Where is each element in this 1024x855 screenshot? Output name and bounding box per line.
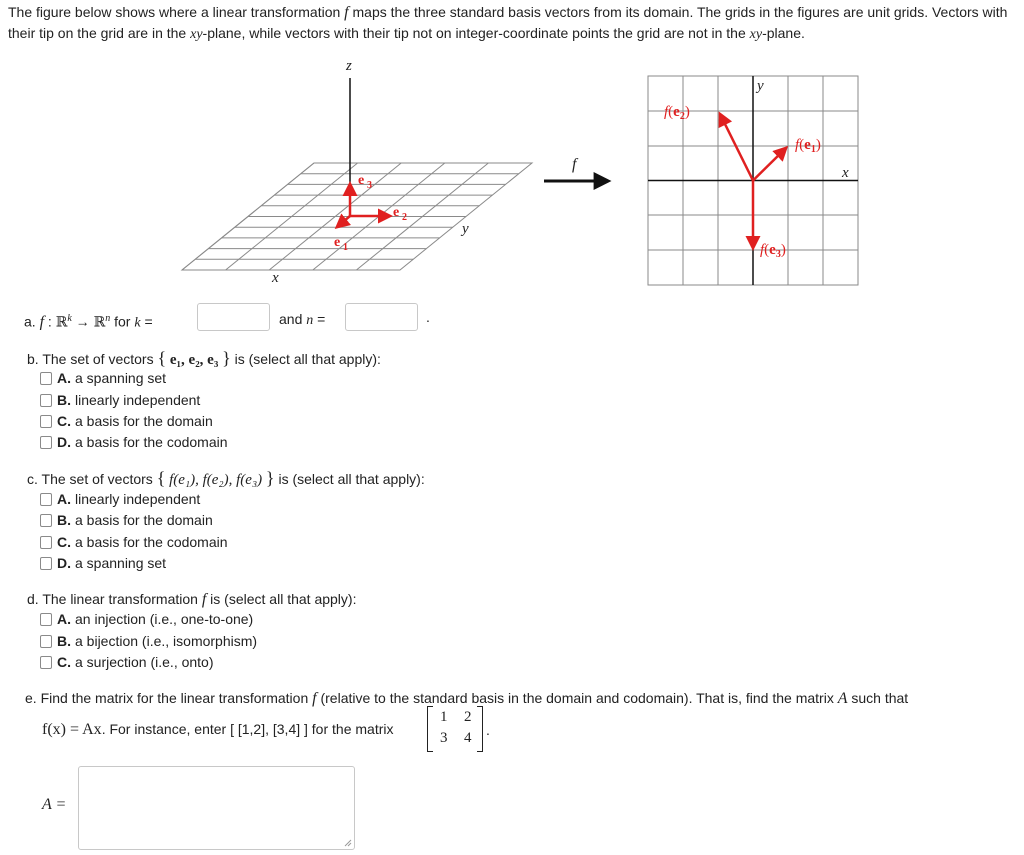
problem-intro <box>8 2 1018 45</box>
fe2-sub: 2 <box>679 111 685 122</box>
part-d-question <box>27 589 356 610</box>
part-a-n: n <box>306 313 314 328</box>
matrix-cell: 1 <box>440 709 448 725</box>
part-c-vectors: f(e₁), f(e₂), f(e₃) <box>165 472 266 488</box>
intro-f: f <box>344 4 349 21</box>
option-letter: B. <box>57 392 71 408</box>
part-a-R: ℝ <box>55 314 68 331</box>
option-text: a spanning set <box>75 370 167 386</box>
option-letter: B. <box>57 512 71 528</box>
fe3-label: $f(e_3)$ <box>760 242 786 260</box>
checkbox[interactable] <box>40 656 52 669</box>
fe2-label: $f(e_2)$ <box>664 104 690 122</box>
e3-label: e <box>358 173 365 188</box>
part-e-text: e. Find the matrix for the linear transformation <box>25 690 313 706</box>
intro-text: -plane, while vectors with their tip not on integer-coordinate points the grid are not in the <box>202 25 750 41</box>
matrix-answer-textarea[interactable] <box>78 766 355 850</box>
fe1-e: e <box>804 137 811 153</box>
part-d-option-c[interactable] <box>40 652 214 672</box>
e2-label: e <box>393 205 400 220</box>
checkbox[interactable] <box>40 536 52 549</box>
checkbox[interactable] <box>40 436 52 449</box>
part-a-and-text: and <box>279 311 307 327</box>
part-b-suffix: is (select all that apply): <box>230 351 381 367</box>
checkbox[interactable] <box>40 613 52 626</box>
codomain-y-label: y <box>757 78 764 94</box>
checkbox[interactable] <box>40 415 52 428</box>
part-c-brace: } <box>265 468 275 488</box>
part-a-n-sup: n <box>105 313 111 324</box>
part-e-line2 <box>42 719 393 740</box>
fe3-f: f <box>760 242 765 258</box>
part-c-brace: { <box>156 468 166 488</box>
k-input[interactable] <box>197 303 270 331</box>
part-a-f: f <box>39 313 45 331</box>
option-text: linearly independent <box>75 392 201 408</box>
part-c-question <box>27 468 425 490</box>
fe2-e: e <box>673 104 680 120</box>
matrix-bracket-left <box>427 706 433 752</box>
example-matrix <box>427 706 483 752</box>
part-c-option-a[interactable] <box>40 489 200 509</box>
part-d-option-a[interactable] <box>40 609 253 629</box>
fe1-f: f <box>795 137 800 153</box>
x-axis-label: x <box>272 270 279 286</box>
resize-handle-icon[interactable] <box>344 839 352 847</box>
part-b-prefix: b. The set of vectors <box>27 351 158 367</box>
part-a-prefix: a. <box>24 313 36 330</box>
part-c-option-d[interactable] <box>40 553 166 573</box>
option-text: a basis for the domain <box>75 413 213 429</box>
part-a-question <box>24 309 153 334</box>
option-text: a basis for the codomain <box>75 534 228 550</box>
option-text: a basis for the domain <box>75 512 213 528</box>
part-d-f: f <box>201 591 207 608</box>
part-c-option-b[interactable] <box>40 510 213 530</box>
part-e-text: such that <box>847 690 909 706</box>
fe3-e: e <box>769 242 776 258</box>
part-b-option-a[interactable] <box>40 368 166 388</box>
part-a-k: k <box>134 315 141 331</box>
part-a-period: . <box>426 309 430 325</box>
intro-text: -plane. <box>762 25 805 41</box>
z-axis-label: z <box>346 58 352 74</box>
intro-xy: xy <box>190 27 203 42</box>
part-a-R: ℝ <box>93 314 106 331</box>
part-b-option-d[interactable] <box>40 432 228 452</box>
option-letter: C. <box>57 534 71 550</box>
checkbox[interactable] <box>40 493 52 506</box>
part-a-for: for <box>110 313 135 330</box>
fe1-label: $f(e_1)$ <box>795 137 821 155</box>
mapping-f-label: f <box>572 156 577 173</box>
part-c-prefix: c. The set of vectors <box>27 471 157 487</box>
y-axis-label: y <box>462 221 469 237</box>
transformation-figure <box>172 56 862 288</box>
e2-label-sub: 2 <box>402 212 407 223</box>
n-input[interactable] <box>345 303 418 331</box>
part-b-brace: { <box>157 348 167 368</box>
part-e-f: f <box>312 690 317 707</box>
answer-label-text: A = <box>42 796 67 813</box>
part-e-period: . <box>486 722 490 738</box>
option-letter: A. <box>57 370 71 386</box>
part-e-text: (relative to the standard basis in the domain and codomain). That is, find the matrix <box>316 690 838 706</box>
part-b-vectors: e₁, e₂, e₃ <box>166 352 223 368</box>
matrix-cell: 3 <box>440 730 448 746</box>
fe3-sub: 3 <box>775 249 781 260</box>
part-a-colon: : <box>44 313 56 330</box>
codomain-x-label: x <box>842 165 849 181</box>
option-letter: B. <box>57 633 71 649</box>
part-d-option-b[interactable] <box>40 631 257 651</box>
part-a-and <box>279 309 325 331</box>
part-b-option-b[interactable] <box>40 390 200 410</box>
intro-text: The figure below shows where a linear transformation <box>8 4 345 20</box>
part-e-equation: f(x) = Ax <box>42 721 102 738</box>
option-letter: D. <box>57 555 71 571</box>
part-a-k-sup: k <box>67 313 72 324</box>
option-letter: C. <box>57 654 71 670</box>
option-text: a surjection (i.e., onto) <box>75 654 214 670</box>
option-text: linearly independent <box>75 491 201 507</box>
part-d-prefix: d. The linear transformation <box>27 591 202 607</box>
part-e-text: . For instance, enter [ [1,2], [3,4] ] for the matrix <box>101 721 394 737</box>
matrix-cell: 4 <box>464 730 472 746</box>
option-letter: C. <box>57 413 71 429</box>
part-a-eq: = <box>313 311 326 327</box>
option-letter: A. <box>57 491 71 507</box>
intro-xy: xy <box>749 27 763 42</box>
checkbox[interactable] <box>40 557 52 570</box>
fe1-sub: 1 <box>810 144 816 155</box>
part-b-question <box>27 348 381 370</box>
matrix-cell: 2 <box>464 709 472 725</box>
checkbox[interactable] <box>40 394 52 407</box>
checkbox[interactable] <box>40 635 52 648</box>
part-c-option-c[interactable] <box>40 532 228 552</box>
e3-label-sub: 3 <box>367 180 372 191</box>
answer-label <box>42 796 66 814</box>
option-letter: D. <box>57 434 71 450</box>
part-d-suffix: is (select all that apply): <box>206 591 357 607</box>
option-letter: A. <box>57 611 71 627</box>
checkbox[interactable] <box>40 372 52 385</box>
part-a-eq: = <box>140 313 153 330</box>
intro-text: maps the three standard basis vectors from its domain. The grids in the figures are unit grids. Vectors with their tip on the grid are in the <box>8 4 1008 41</box>
option-text: a basis for the codomain <box>75 434 228 450</box>
part-c-suffix: is (select all that apply): <box>274 471 425 487</box>
part-e-A: A <box>837 690 848 707</box>
matrix-bracket-right <box>477 706 483 752</box>
e1-label: e <box>334 235 341 250</box>
option-text: an injection (i.e., one-to-one) <box>75 611 254 627</box>
option-text: a spanning set <box>75 555 167 571</box>
e1-label-sub: 1 <box>343 242 348 253</box>
option-text: a bijection (i.e., isomorphism) <box>75 633 258 649</box>
part-b-option-c[interactable] <box>40 411 213 431</box>
checkbox[interactable] <box>40 514 52 527</box>
part-b-brace: } <box>222 348 231 368</box>
fe2-f: f <box>664 104 669 120</box>
part-a-arrow: → <box>71 313 94 330</box>
